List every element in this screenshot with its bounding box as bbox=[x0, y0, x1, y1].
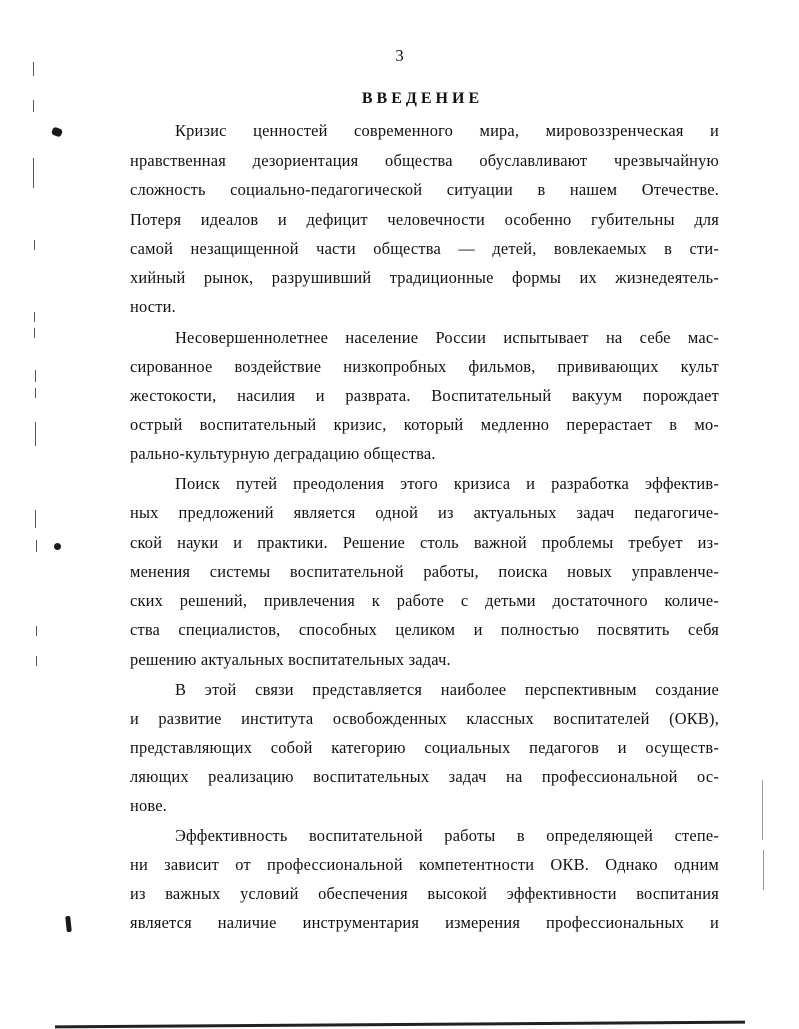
text-line: ских решений, привлечения к работе с детьми достаточного количе- bbox=[130, 591, 719, 610]
text-line: Потеря идеалов и дефицит человечности особенно губительны для bbox=[130, 210, 719, 229]
scan-margin-mark bbox=[33, 158, 34, 188]
scan-margin-mark bbox=[35, 388, 36, 398]
text-line: ской науки и практики. Решение столь важной проблемы требует из- bbox=[130, 533, 719, 552]
scan-edge-mark bbox=[763, 850, 764, 890]
scan-margin-mark bbox=[36, 540, 37, 552]
text-line: В этой связи представляется наиболее перспективным создание bbox=[175, 680, 719, 699]
text-line: хийный рынок, разрушивший традиционные формы их жизнедеятель- bbox=[130, 268, 719, 287]
scan-edge-mark bbox=[762, 780, 763, 840]
section-heading: ВВЕДЕНИЕ bbox=[361, 90, 484, 107]
scan-margin-mark bbox=[36, 626, 37, 636]
text-line: ни зависит от профессиональной компетентности ОКВ. Однако одним bbox=[130, 855, 719, 874]
text-line: представляющих собой категорию социальных педагогов и осуществ- bbox=[130, 738, 719, 757]
scan-margin-mark bbox=[35, 370, 36, 382]
text-line: жестокости, насилия и разврата. Воспитательный вакуум порождает bbox=[130, 386, 719, 405]
text-line: сложность социально-педагогической ситуации в нашем Отечестве. bbox=[130, 180, 719, 199]
text-line: и развитие института освобожденных классных воспитателей (ОКВ), bbox=[130, 709, 719, 728]
text-line: является наличие инструментария измерения профессиональных и bbox=[130, 913, 719, 932]
text-line: ляющих реализацию воспитательных задач на профессиональной ос- bbox=[130, 767, 719, 786]
text-line: ства специалистов, способных целиком и полностью посвятить себя bbox=[130, 620, 719, 639]
scan-margin-mark bbox=[33, 100, 34, 112]
text-line: острый воспитательный кризис, который медленно перерастает в мо- bbox=[130, 415, 719, 434]
scan-margin-mark bbox=[35, 510, 36, 528]
scan-margin-mark bbox=[33, 62, 34, 76]
text-line: рально-культурную деградацию общества. bbox=[130, 444, 436, 463]
scan-margin-mark bbox=[35, 422, 36, 446]
text-line: Поиск путей преодоления этого кризиса и разработка эффектив- bbox=[175, 474, 719, 493]
scan-margin-mark bbox=[34, 240, 35, 250]
scan-blot bbox=[54, 543, 61, 550]
scan-bottom-edge bbox=[55, 1021, 745, 1029]
text-line: ности. bbox=[130, 297, 176, 316]
text-line: из важных условий обеспечения высокой эффективности воспитания bbox=[130, 884, 719, 903]
text-line: нове. bbox=[130, 796, 167, 815]
text-line: Эффективность воспитательной работы в определяющей степе- bbox=[175, 826, 719, 845]
scan-margin-mark bbox=[34, 328, 35, 338]
page-number: 3 bbox=[395, 46, 404, 65]
text-line: самой незащищенной части общества — детей, вовлекаемых в сти- bbox=[130, 239, 719, 258]
text-line: решению актуальных воспитательных задач. bbox=[130, 650, 451, 669]
text-line: Несовершеннолетнее население России испытывает на себе мас- bbox=[175, 328, 719, 347]
scan-margin-mark bbox=[36, 656, 37, 666]
scan-blot bbox=[51, 127, 63, 138]
scan-margin-mark bbox=[34, 312, 35, 322]
scan-blot bbox=[65, 916, 72, 932]
text-line: ных предложений является одной из актуальных задач педагогиче- bbox=[130, 503, 719, 522]
text-line: сированное воздействие низкопробных фильмов, прививающих культ bbox=[130, 357, 719, 376]
text-line: нравственная дезориентация общества обуславливают чрезвычайную bbox=[130, 151, 719, 170]
text-line: Кризис ценностей современного мира, мировоззренческая и bbox=[175, 121, 719, 140]
text-line: менения системы воспитательной работы, поиска новых управленче- bbox=[130, 562, 719, 581]
